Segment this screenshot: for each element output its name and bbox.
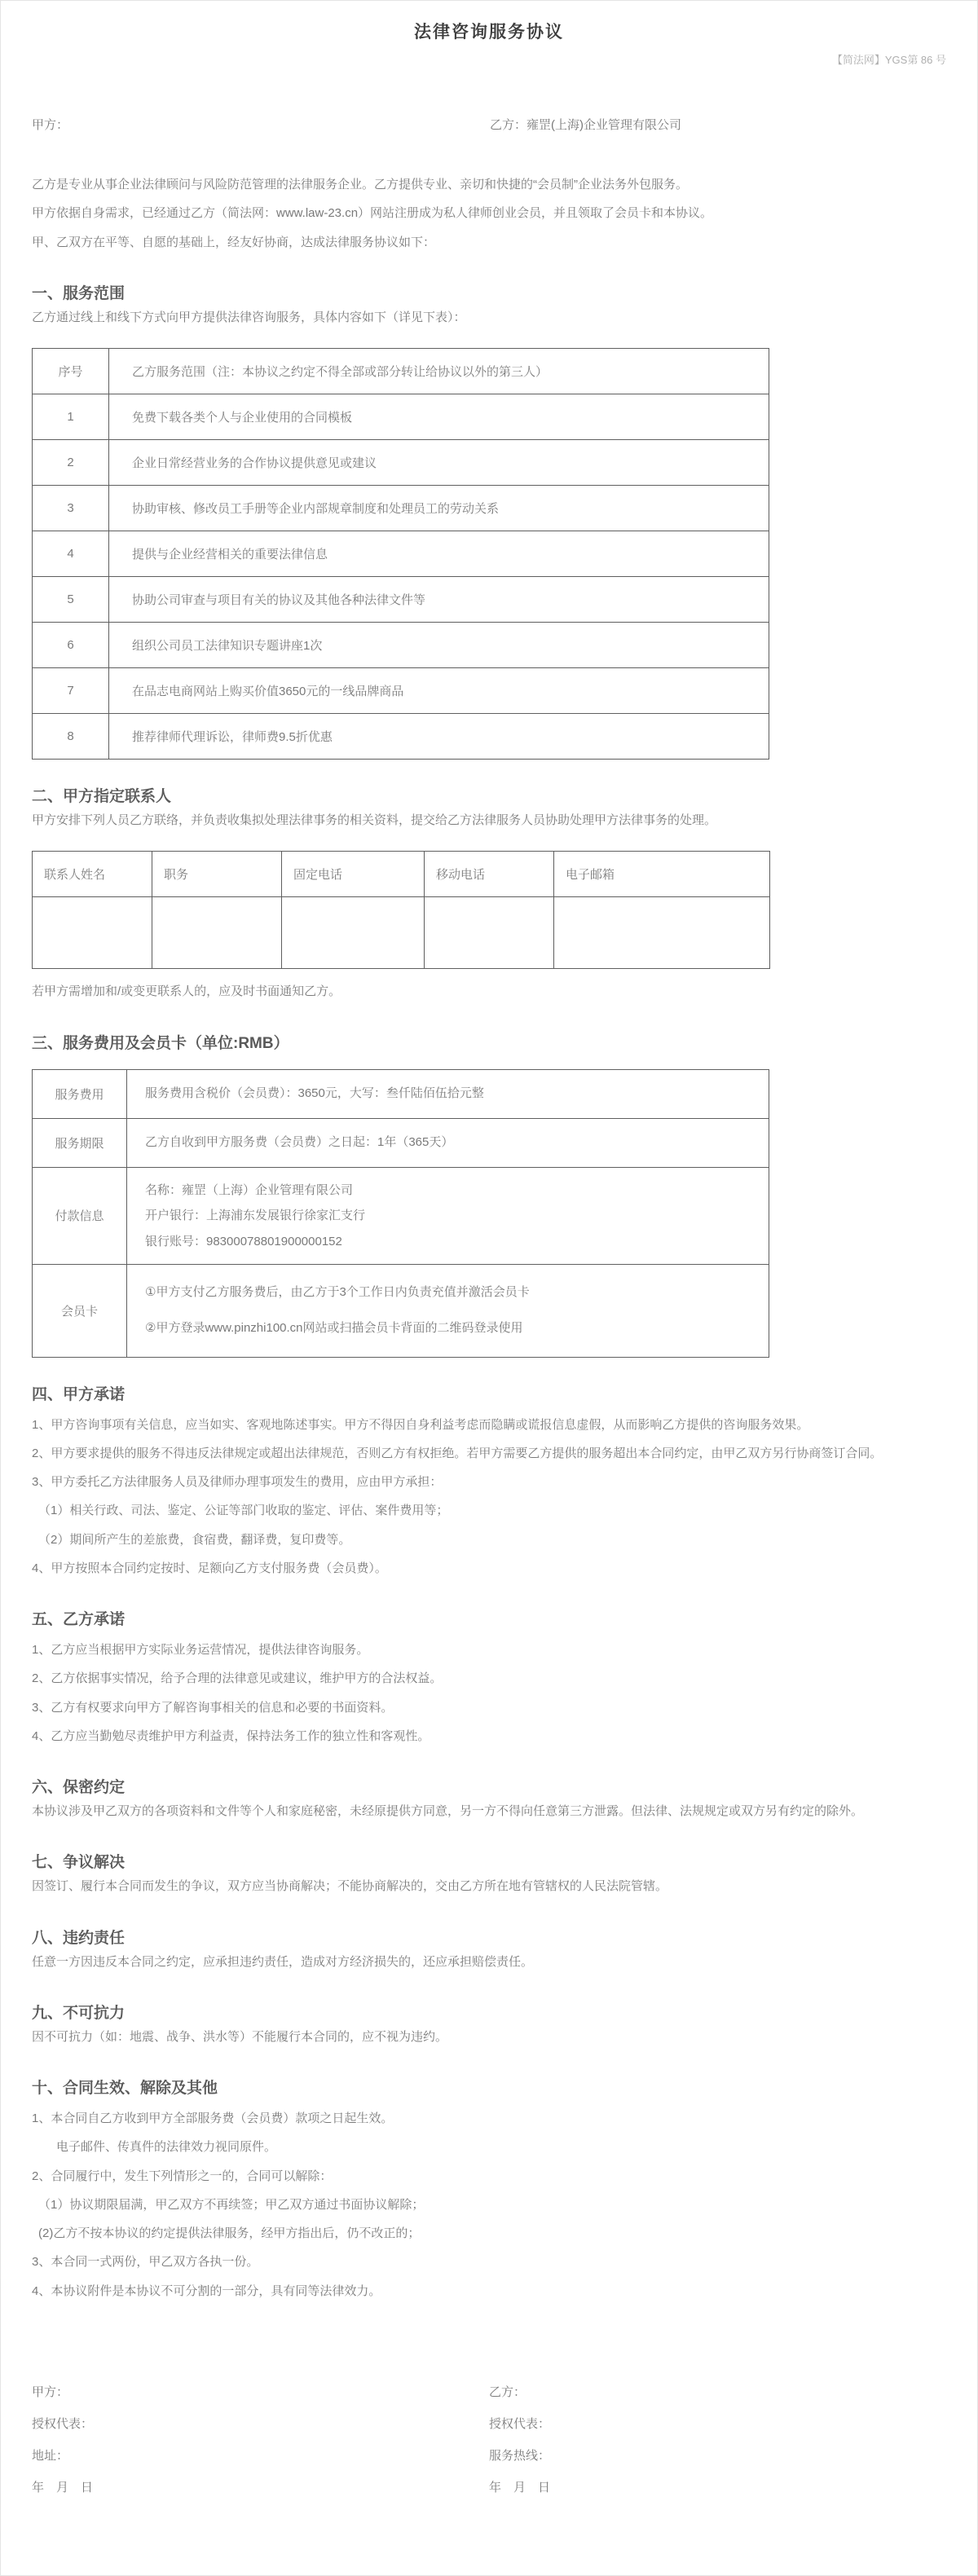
column-header-email: 电子邮箱 <box>554 852 770 897</box>
table-row <box>33 623 769 668</box>
table-row <box>33 714 769 760</box>
fee-label-cell: 服务费用 <box>33 1069 127 1118</box>
table-row <box>33 1265 769 1358</box>
clause: 1、乙方应当根据甲方实际业务运营情况，提供法律咨询服务。 <box>32 1643 369 1657</box>
clause: 3、甲方委托乙方法律服务人员及律师办理事项发生的费用，应由甲方承担： <box>32 1475 443 1489</box>
row-text-cell: 组织公司员工法律知识专题讲座1次 <box>109 623 769 668</box>
party-a-representative-label: 授权代表： <box>32 2416 94 2431</box>
clause: 4、乙方应当勤勉尽责维护甲方利益责，保持法务工作的独立性和客观性。 <box>32 1728 430 1743</box>
column-header-mobile: 移动电话 <box>425 852 554 897</box>
table-row <box>33 440 769 486</box>
term-line: 乙方自收到甲方服务费（会员费）之日起：1年（365天） <box>145 1135 454 1150</box>
party-a-address-label: 地址： <box>32 2448 69 2463</box>
intro-paragraph: 乙方是专业从事企业法律顾问与风险防范管理的法律服务企业。乙方提供专业、亲切和快捷的“会员制”企业法务外包服务。 <box>32 178 688 192</box>
confidentiality-body: 本协议涉及甲乙双方的各项资料和文件等个人和家庭秘密，未经原提供方同意，另一方不得向任意第三方泄露。但法律、法规规定或双方另有约定的除外。 <box>32 1804 864 1818</box>
empty-cell <box>33 897 152 969</box>
sub-clause: （1）协议期限届满，甲乙双方不再续签；甲乙双方通过书面协议解除； <box>38 2197 425 2212</box>
column-header-landline: 固定电话 <box>282 852 425 897</box>
row-text-cell: 协助审核、修改员工手册等企业内部规章制度和处理员工的劳动关系 <box>109 486 769 531</box>
row-number-cell: 5 <box>33 577 109 623</box>
party-b-date-label: 年 月 日 <box>489 2480 551 2495</box>
party-b-sign-label: 乙方： <box>489 2384 526 2399</box>
section-heading-disputes: 七、争议解决 <box>32 1854 126 1872</box>
party-a-date-label: 年 月 日 <box>32 2480 94 2495</box>
table-header-row <box>33 852 770 897</box>
empty-cell <box>554 897 770 969</box>
empty-cell <box>152 897 282 969</box>
section-heading-party-a-promises: 四、甲方承诺 <box>32 1385 126 1403</box>
disputes-body: 因签订、履行本合同而发生的争议，双方应当协商解决；不能协商解决的，交由乙方所在地有管辖权的人民法院管辖。 <box>32 1879 668 1894</box>
table-row <box>33 486 769 531</box>
section-heading-scope: 一、服务范围 <box>32 284 126 302</box>
sub-clause: (2)乙方不按本协议的约定提供法律服务，经甲方指出后，仍不改正的； <box>38 2226 421 2240</box>
table-row <box>33 577 769 623</box>
signature-block <box>32 2383 946 2510</box>
breach-body: 任意一方因违反本合同之约定，应承担违约责任，造成对方经济损失的，还应承担赔偿责任。 <box>32 1954 534 1969</box>
party-b-representative-label: 授权代表： <box>489 2416 551 2431</box>
row-text-cell: 协助公司审查与项目有关的协议及其他各种法律文件等 <box>109 577 769 623</box>
term-value-cell <box>127 1118 769 1167</box>
row-number-cell: 4 <box>33 531 109 577</box>
section-heading-fees: 三、服务费用及会员卡（单位:RMB） <box>32 1034 289 1052</box>
payment-line: 银行账号：98300078801900000152 <box>145 1234 342 1248</box>
clause: 2、乙方依据事实情况，给予合理的法律意见或建议，维护甲方的合法权益。 <box>32 1671 443 1686</box>
intro-paragraph: 甲、乙双方在平等、自愿的基础上，经友好协商，达成法律服务协议如下： <box>32 235 436 249</box>
contacts-intro: 甲方安排下列人员乙方联络，并负责收集拟处理法律事务的相关资料，提交给乙方法律服务人员协助处理甲方法律事务的处理。 <box>32 813 717 827</box>
sub-clause: （1）相关行政、司法、鉴定、公证等部门收取的鉴定、评估、案件费用等； <box>38 1504 449 1518</box>
empty-cell <box>425 897 554 969</box>
section-heading-effectiveness: 十、合同生效、解除及其他 <box>32 2080 218 2097</box>
section-heading-force-majeure: 九、不可抗力 <box>32 2004 126 2022</box>
parties-row <box>32 116 946 133</box>
sub-clause: （2）期间所产生的差旅费，食宿费，翻译费，复印费等。 <box>38 1532 351 1547</box>
row-text-cell: 提供与企业经营相关的重要法律信息 <box>109 531 769 577</box>
row-number-cell: 8 <box>33 714 109 760</box>
payment-label-cell: 付款信息 <box>33 1167 127 1265</box>
section-heading-contacts: 二、甲方指定联系人 <box>32 788 172 805</box>
party-a-label: 甲方： <box>32 118 69 132</box>
row-number-cell: 1 <box>33 394 109 440</box>
contacts-note: 若甲方需增加和/或变更联系人的，应及时书面通知乙方。 <box>32 984 341 999</box>
signature-party-b <box>489 2383 946 2510</box>
clause: 1、本合同自乙方收到甲方全部服务费（会员费）款项之日起生效。 <box>32 2111 394 2125</box>
clause: 3、乙方有权要求向甲方了解咨询事相关的信息和必要的书面资料。 <box>32 1700 394 1715</box>
table-row <box>33 897 770 969</box>
intro-paragraph: 甲方依据自身需求，已经通过乙方（简法网：www.law-23.cn）网站注册成为私人律师创业会员，并且领取了会员卡和本协议。 <box>32 206 713 221</box>
membership-line: ②甲方登录www.pinzhi100.cn网站或扫描会员卡背面的二维码登录使用 <box>145 1321 523 1336</box>
empty-cell <box>282 897 425 969</box>
clause: 4、本协议附件是本协议不可分割的一部分，具有同等法律效力。 <box>32 2283 381 2298</box>
intro-paragraphs <box>32 170 946 257</box>
column-header-position: 职务 <box>152 852 282 897</box>
row-text-cell: 企业日常经营业务的合作协议提供意见或建议 <box>109 440 769 486</box>
effectiveness-clauses <box>32 2104 946 2305</box>
column-header-no: 序号 <box>33 349 109 394</box>
term-label-cell: 服务期限 <box>33 1118 127 1167</box>
table-row <box>33 668 769 714</box>
contacts-table <box>32 851 770 969</box>
membership-value-cell <box>127 1265 769 1358</box>
membership-label-cell: 会员卡 <box>33 1265 127 1358</box>
row-text-cell: 免费下载各类个人与企业使用的合同模板 <box>109 394 769 440</box>
sub-clause: 电子邮件、传真件的法律效力视同原件。 <box>56 2140 277 2155</box>
table-row <box>33 1118 769 1167</box>
table-row <box>33 531 769 577</box>
scope-intro: 乙方通过线上和线下方式向甲方提供法律咨询服务，具体内容如下（详见下表）： <box>32 310 466 324</box>
table-row <box>33 394 769 440</box>
party-a-promises <box>32 1411 946 1583</box>
row-number-cell: 2 <box>33 440 109 486</box>
party-b-promises <box>32 1636 946 1750</box>
section-heading-confidentiality: 六、保密约定 <box>32 1779 126 1796</box>
page-title: 法律咨询服务协议 <box>414 23 564 42</box>
force-majeure-body: 因不可抗力（如：地震、战争、洪水等）不能履行本合同的，应不视为违约。 <box>32 2029 448 2044</box>
clause: 3、本合同一式两份，甲乙双方各执一份。 <box>32 2255 259 2270</box>
clause: 1、甲方咨询事项有关信息，应当如实、客观地陈述事实。甲方不得因自身利益考虑而隐瞒或谎报信息虚假，从而影响乙方提供的咨询服务效果。 <box>32 1417 809 1432</box>
service-scope-table <box>32 348 769 760</box>
fee-line: 服务费用含税价（会员费）：3650元，大写：叁仟陆佰伍拾元整 <box>145 1086 484 1101</box>
party-b-label: 乙方：雍罡(上海)企业管理有限公司 <box>490 118 681 132</box>
row-number-cell: 7 <box>33 668 109 714</box>
clause: 2、合同履行中，发生下列情形之一的，合同可以解除： <box>32 2169 333 2183</box>
column-header-name: 联系人姓名 <box>33 852 152 897</box>
column-header-scope: 乙方服务范围（注：本协议之约定不得全部或部分转让给协议以外的第三人） <box>109 349 769 394</box>
clause: 2、甲方要求提供的服务不得违反法律规定或超出法律规范，否则乙方有权拒绝。若甲方需要乙方提供的服务超出本合同约定，由甲乙双方另行协商签订合同。 <box>32 1446 883 1460</box>
party-a-sign-label: 甲方： <box>32 2384 69 2399</box>
payment-line: 名称：雍罡（上海）企业管理有限公司 <box>145 1182 354 1197</box>
table-row <box>33 1069 769 1118</box>
signature-party-a <box>32 2383 489 2510</box>
payment-line: 开户银行：上海浦东发展银行徐家汇支行 <box>145 1209 366 1222</box>
clause: 4、甲方按照本合同约定按时、足额向乙方支付服务费（会员费）。 <box>32 1561 387 1575</box>
section-heading-party-b-promises: 五、乙方承诺 <box>32 1611 126 1628</box>
fee-value-cell <box>127 1069 769 1118</box>
document-content <box>1 1 977 2575</box>
document-number: 【简法网】YGS第 86 号 <box>831 54 946 66</box>
section-heading-breach: 八、违约责任 <box>32 1929 126 1947</box>
row-number-cell: 6 <box>33 623 109 668</box>
fees-table <box>32 1069 769 1358</box>
row-number-cell: 3 <box>33 486 109 531</box>
membership-line: ①甲方支付乙方服务费后，由乙方于3个工作日内负责充值并激活会员卡 <box>145 1285 530 1299</box>
payment-value-cell <box>127 1167 769 1265</box>
party-b-hotline-label: 服务热线： <box>489 2448 551 2463</box>
table-header-row <box>33 349 769 394</box>
table-row <box>33 1167 769 1265</box>
row-text-cell: 推荐律师代理诉讼，律师费9.5折优惠 <box>109 714 769 760</box>
row-text-cell: 在品志电商网站上购买价值3650元的一线品牌商品 <box>109 668 769 714</box>
